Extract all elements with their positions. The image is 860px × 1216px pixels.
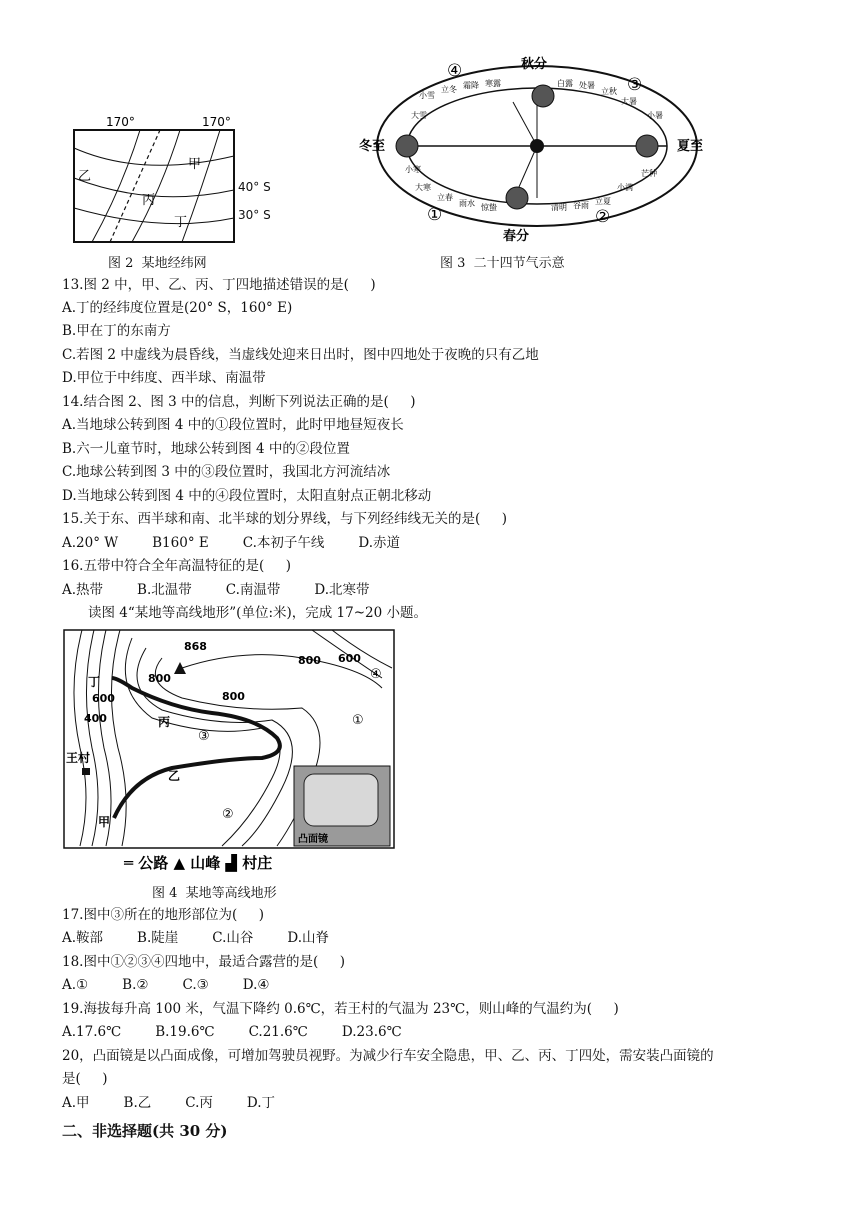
term-label: 立秋 bbox=[601, 87, 617, 96]
contour-label-600a: 600 bbox=[338, 652, 361, 665]
q17-stem: 17.图中③所在的地形部位为( ) bbox=[62, 907, 264, 923]
season-right: 夏至 bbox=[677, 139, 704, 154]
term-label: 寒露 bbox=[485, 79, 501, 88]
term-label: 芒种 bbox=[641, 169, 657, 178]
contour-label-600b: 600 bbox=[92, 692, 115, 705]
segment-4: ④ bbox=[447, 61, 463, 81]
q13-option-b[interactable]: B.甲在丁的东南方 bbox=[62, 323, 171, 339]
section-2-heading: 二、非选择题(共 30 分) bbox=[62, 1122, 228, 1140]
q15-option-d[interactable]: D.赤道 bbox=[358, 535, 401, 551]
contour-label-800a: 800 bbox=[148, 672, 171, 685]
q15-options bbox=[62, 534, 434, 552]
site-4: ④ bbox=[370, 667, 382, 682]
q14-option-a[interactable]: A.当地球公转到图 4 中的①段位置时，此时甲地昼短夜长 bbox=[62, 417, 404, 433]
lon-label-2: 170° bbox=[202, 115, 231, 129]
point-yi: 乙 bbox=[78, 169, 92, 184]
term-label: 惊蛰 bbox=[481, 203, 497, 212]
q16-option-c[interactable]: C.南温带 bbox=[225, 582, 281, 598]
term-label: 立冬 bbox=[441, 85, 457, 94]
term-label: 立春 bbox=[437, 193, 453, 202]
q16-stem: 16.五带中符合全年高温特征的是( ) bbox=[62, 558, 291, 574]
site-2: ② bbox=[222, 807, 234, 822]
point-bing: 丙 bbox=[142, 193, 156, 208]
season-top: 秋分 bbox=[521, 57, 548, 72]
season-left: 冬至 bbox=[359, 139, 386, 154]
q13-option-c[interactable]: C.若图 2 中虚线为晨昏线，当虚线处迎来日出时，图中四地处于夜晚的只有乙地 bbox=[62, 347, 539, 363]
term-label: 处暑 bbox=[579, 81, 595, 90]
peak-label: 868 bbox=[184, 640, 207, 653]
term-label: 小满 bbox=[617, 183, 633, 192]
q18-options bbox=[62, 976, 303, 994]
q13-option-a[interactable]: A.丁的经纬度位置是(20° S，160° E) bbox=[62, 300, 293, 316]
q14-option-b[interactable]: B.六一儿童节时，地球公转到图 4 中的②段位置 bbox=[62, 441, 350, 457]
q13-option-d[interactable]: D.甲位于中纬度、西半球、南温带 bbox=[62, 370, 266, 386]
figure-4-intro: 读图 4“某地等高线地形”(单位:米)，完成 17~20 小题。 bbox=[88, 605, 428, 621]
q19-option-c[interactable]: C.21.6℃ bbox=[248, 1024, 308, 1040]
q19-option-d[interactable]: D.23.6℃ bbox=[341, 1024, 402, 1040]
q20-option-a[interactable]: A.甲 bbox=[62, 1095, 90, 1111]
term-label: 清明 bbox=[551, 203, 567, 212]
q18-option-c[interactable]: C.③ bbox=[182, 977, 209, 993]
map-legend: ═ 公路 ▲ 山峰 ▟ 村庄 bbox=[124, 854, 273, 872]
q20-stem-cont: 是( ) bbox=[62, 1071, 108, 1087]
term-label: 白露 bbox=[557, 79, 573, 88]
q20-options bbox=[62, 1094, 309, 1112]
q14-stem: 14.结合图 2、图 3 中的信息，判断下列说法正确的是( ) bbox=[62, 394, 416, 410]
term-label: 谷雨 bbox=[573, 201, 589, 210]
q13-stem: 13.图 2 中，甲、乙、丙、丁四地描述错误的是( ) bbox=[62, 277, 376, 293]
q18-option-d[interactable]: D.④ bbox=[242, 977, 270, 993]
q14-option-d[interactable]: D.当地球公转到图 4 中的④段位置时，太阳直射点正朝北移动 bbox=[62, 488, 432, 504]
point-yi-4: 乙 bbox=[168, 769, 181, 783]
contour-label-800b: 800 bbox=[222, 690, 245, 703]
lat-label-40s: 40° S bbox=[238, 180, 271, 194]
segment-3: ③ bbox=[627, 75, 643, 95]
term-label: 小雪 bbox=[419, 91, 435, 100]
q20-option-b[interactable]: B.乙 bbox=[123, 1095, 152, 1111]
lat-label-30s: 30° S bbox=[238, 208, 271, 222]
term-label: 小寒 bbox=[405, 165, 421, 174]
q18-option-b[interactable]: B.② bbox=[122, 977, 149, 993]
site-3: ③ bbox=[198, 729, 210, 744]
q19-option-b[interactable]: B.19.6℃ bbox=[155, 1024, 215, 1040]
q14-option-c[interactable]: C.地球公转到图 3 中的③段位置时，我国北方河流结冰 bbox=[62, 464, 391, 480]
figure-3-caption: 图 3 二十四节气示意 bbox=[440, 256, 565, 271]
site-1: ① bbox=[352, 713, 364, 728]
q17-options bbox=[62, 929, 363, 947]
q20-option-c[interactable]: C.丙 bbox=[185, 1095, 213, 1111]
term-label: 霜降 bbox=[463, 81, 479, 90]
q19-stem: 19.海拔每升高 100 米，气温下降约 0.6℃，若王村的气温为 23℃，则山峰的气温约为( ) bbox=[62, 1001, 619, 1017]
figure-2-graticule bbox=[62, 108, 262, 248]
contour-label-800c: 800 bbox=[298, 654, 321, 667]
contour-label-400: 400 bbox=[84, 712, 107, 725]
q15-option-a[interactable]: A.20° W bbox=[62, 535, 119, 551]
q15-option-b[interactable]: B160° E bbox=[152, 535, 209, 551]
figure-2-caption: 图 2 某地经纬网 bbox=[108, 256, 207, 271]
term-label: 大暑 bbox=[621, 97, 637, 106]
q17-option-b[interactable]: B.陡崖 bbox=[137, 930, 179, 946]
figure-4-contour-map bbox=[62, 628, 397, 876]
q20-stem: 20，凸面镜是以凸面成像，可增加驾驶员视野。为减少行车安全隐患，甲、乙、丙、丁四处，需安装凸面镜的 bbox=[62, 1048, 714, 1064]
q15-stem: 15.关于东、西半球和南、北半球的划分界线，与下列经纬线无关的是( ) bbox=[62, 511, 507, 527]
q15-option-c[interactable]: C.本初子午线 bbox=[242, 535, 325, 551]
q18-option-a[interactable]: A.① bbox=[62, 977, 89, 993]
term-label: 大寒 bbox=[415, 183, 431, 192]
segment-2: ② bbox=[595, 207, 611, 227]
season-bottom: 春分 bbox=[503, 229, 530, 244]
q17-option-a[interactable]: A.鞍部 bbox=[62, 930, 104, 946]
q19-options bbox=[62, 1023, 436, 1041]
point-ding-4: 丁 bbox=[88, 675, 101, 689]
village-label: 王村 bbox=[66, 751, 91, 765]
q16-option-d[interactable]: D.北寒带 bbox=[314, 582, 370, 598]
term-label: 雨水 bbox=[459, 199, 475, 208]
point-ding: 丁 bbox=[174, 215, 188, 230]
q16-option-b[interactable]: B.北温带 bbox=[137, 582, 192, 598]
lon-label-1: 170° bbox=[106, 115, 135, 129]
q16-option-a[interactable]: A.热带 bbox=[62, 582, 104, 598]
term-label: 立夏 bbox=[595, 197, 611, 206]
q20-option-d[interactable]: D.丁 bbox=[246, 1095, 276, 1111]
point-bing-4: 丙 bbox=[158, 715, 171, 729]
point-jia: 甲 bbox=[188, 157, 202, 172]
term-label: 大雪 bbox=[411, 111, 427, 120]
q17-option-c[interactable]: C.山谷 bbox=[212, 930, 254, 946]
q18-stem: 18.图中①②③④四地中，最适合露营的是( ) bbox=[62, 954, 345, 970]
figure-4-caption: 图 4 某地等高线地形 bbox=[152, 886, 277, 901]
q19-option-a[interactable]: A.17.6℃ bbox=[62, 1024, 122, 1040]
term-label: 小暑 bbox=[647, 111, 663, 120]
figure-3-solar-terms bbox=[355, 50, 715, 245]
segment-1: ① bbox=[427, 205, 443, 225]
q16-options bbox=[62, 581, 404, 599]
point-jia-4: 甲 bbox=[98, 815, 111, 829]
q17-option-d[interactable]: D.山脊 bbox=[287, 930, 330, 946]
inset-label: 凸面镜 bbox=[298, 834, 328, 845]
